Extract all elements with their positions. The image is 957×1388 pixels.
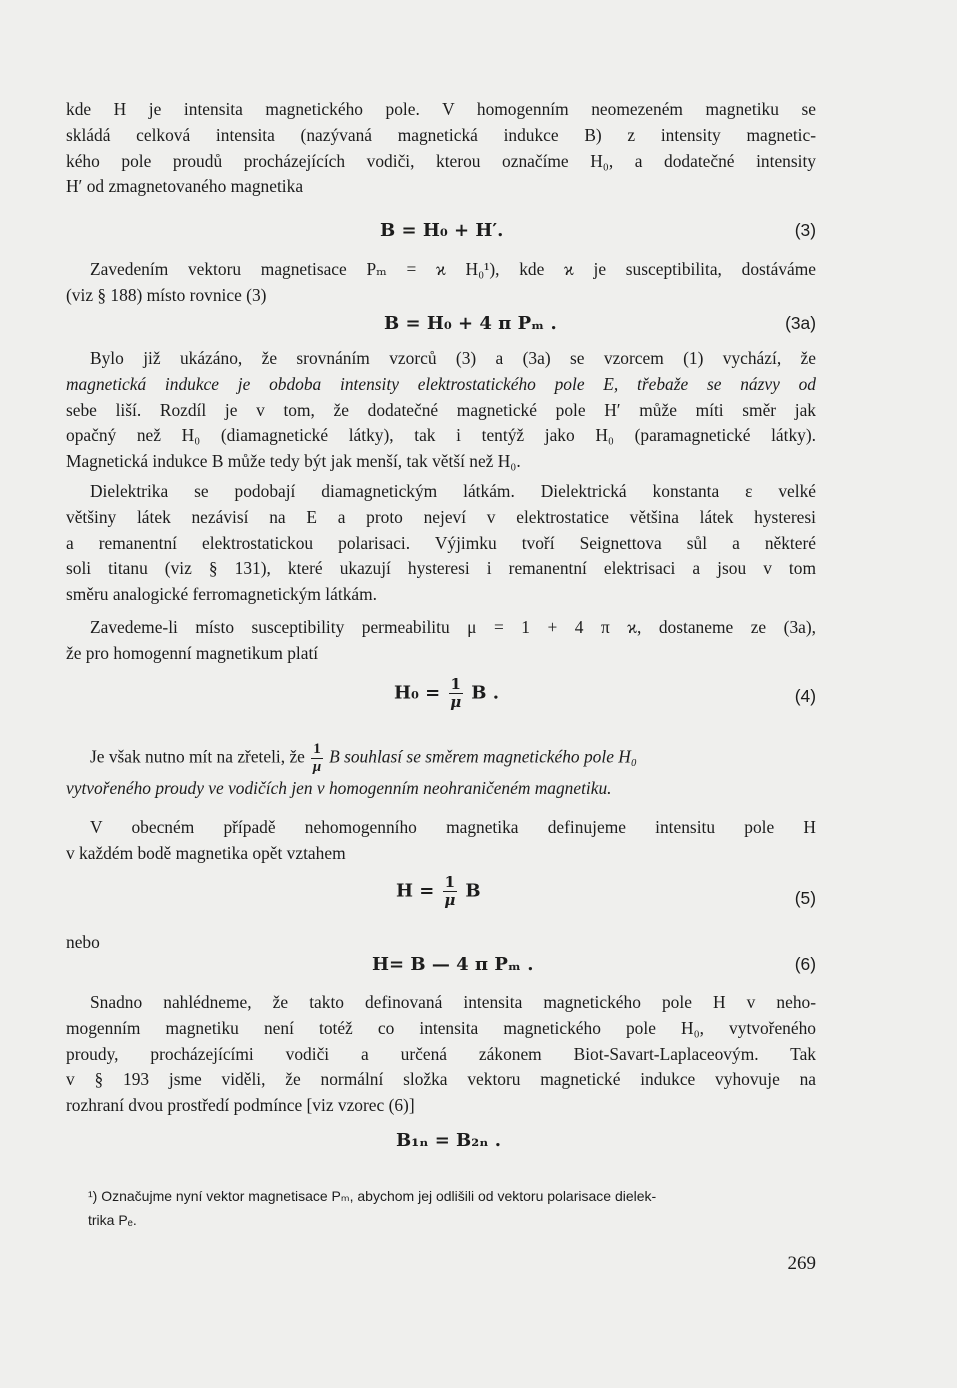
text-line [66, 741, 816, 776]
equation-formula: B = H₀ + H′. [380, 220, 504, 241]
equation-4 [0, 676, 957, 724]
equation-rhs: B . [471, 682, 499, 704]
text-line: sebe liší. Rozdíl je v tom, že dodatečné magnetické pole H′ může míti směr jak [66, 399, 816, 420]
text-line: rozhraní dvou prostředí podmínce [viz vzorec (6)] [66, 1095, 415, 1116]
equation-formula: H= B — 4 π Pₘ . [372, 954, 534, 975]
fraction-denominator: μ [312, 759, 322, 775]
equation-number: (3a) [785, 313, 816, 333]
text-line: V obecném případě nehomogenního magnetika definujeme intensitu pole H [90, 817, 816, 837]
text-line: že pro homogenní magnetikum platí [66, 642, 319, 663]
text-line: magnetická indukce je obdoba intensity elektrostatického pole E, třebaže se názvy od [66, 373, 816, 394]
text-line: Dielektrika se podobají diamagnetickým látkám. Dielektrická konstanta ε velké [90, 481, 816, 501]
paragraph-8 [66, 990, 816, 1119]
text-line: kého pole proudů procházejících vodiči, kterou označíme H₀, a dodatečné intensity [66, 150, 816, 171]
text-line: vytvořeného proudy ve vodičích jen v homogenním neohraničeném magnetiku. [66, 778, 612, 798]
text-line: v každém bodě magnetika opět vztahem [66, 842, 346, 863]
text-run: Je však nutno mít na zřeteli, že [90, 746, 305, 767]
text-line: soli titanu (viz § 131), které ukazují hysteresi i remanentní elektrisaci a jsou v tom [66, 558, 816, 579]
fraction-numerator: 1 [444, 873, 456, 891]
equation-lhs: H₀ = [394, 682, 441, 704]
paragraph-6 [66, 741, 816, 802]
fraction [311, 741, 323, 776]
equation-number: (4) [794, 686, 816, 706]
equation-number: (3) [794, 220, 816, 240]
fraction [449, 676, 463, 711]
paragraph-2 [66, 257, 816, 309]
text-line: skládá celková intensita (nazývaná magnetická indukce B) z intensity magnetic- [66, 124, 816, 145]
equation-6 [0, 954, 957, 984]
fraction-numerator: 1 [313, 741, 321, 757]
nebo-text [66, 930, 816, 956]
fraction-denominator: μ [444, 891, 456, 909]
paragraph-4 [66, 479, 816, 608]
equation-3 [0, 220, 957, 250]
page-number: 269 [787, 1253, 816, 1274]
equation-3a [0, 313, 957, 343]
equation-5 [0, 874, 957, 922]
equation-lhs: H = [396, 880, 435, 902]
text-line: většiny látek nezávisí na E a proto nejeví v elektrostatice většina látek hysteresi [66, 506, 816, 527]
equation-b-normal [0, 1130, 957, 1160]
paragraph-1 [66, 97, 816, 200]
text-line: v § 193 jsme viděli, že normální složka vektoru magnetické indukce vyhovuje na [66, 1069, 816, 1090]
paragraph-7 [66, 815, 816, 867]
text-line: kde H je intensita magnetického pole. V homogenním neomezeném magnetiku se [66, 99, 816, 119]
footnote-line: ¹) Označujme nyní vektor magnetisace Pₘ, abychom jej odlišili od vektoru polarisace dielek- [88, 1188, 657, 1204]
text-line: nebo [66, 932, 100, 952]
equation-formula [396, 874, 481, 909]
equation-number: (5) [794, 888, 816, 908]
text-line: Zavedením vektoru magnetisace Pₘ = ϰ H₀¹), kde ϰ je susceptibilita, dostáváme [90, 259, 816, 279]
fraction-numerator: 1 [450, 675, 461, 693]
text-line: Zavedeme-li místo susceptibility permeabilitu μ = 1 + 4 π ϰ, dostaneme ze (3a), [90, 617, 816, 637]
equation-formula: B = H₀ + 4 π Pₘ . [384, 313, 557, 334]
text-line: Bylo již ukázáno, že srovnáním vzorců (3) a (3a) se vzorcem (1) vychází, že [90, 348, 816, 368]
equation-formula: B₁ₙ = B₂ₙ . [396, 1130, 502, 1151]
equation-formula [394, 676, 499, 711]
footnote-line: trika Pₑ. [88, 1212, 137, 1228]
text-line: (viz § 188) místo rovnice (3) [66, 284, 267, 305]
text-line: Snadno nahlédneme, že takto definovaná intensita magnetického pole H v neho- [90, 992, 816, 1012]
fraction [443, 874, 457, 909]
text-line: mogenním magnetiku není totéž co intensita magnetického pole H₀, vytvořeného [66, 1017, 816, 1038]
text-line: proudy, procházejícími vodiči a určená zákonem Biot-Savart-Laplaceovým. Tak [66, 1043, 816, 1064]
text-line: opačný než H₀ (diamagnetické látky), tak i tentýž jako H₀ (paramagnetické látky). [66, 425, 816, 446]
text-line: H′ od zmagnetovaného magnetika [66, 176, 304, 197]
footnote [88, 1184, 818, 1232]
text-line: a remanentní elektrostatickou polarisaci. Výjimku tvoří Seignettova sůl a některé [66, 532, 816, 553]
text-run: B souhlasí se směrem magnetického pole H₀ [329, 746, 637, 767]
paragraph-5 [66, 615, 816, 667]
text-line: Magnetická indukce B může tedy být jak menší, tak větší než H₀. [66, 451, 521, 472]
equation-number: (6) [794, 954, 816, 974]
text-line: směru analogické ferromagnetickým látkám. [66, 584, 377, 605]
equation-rhs: B [465, 880, 481, 902]
paragraph-3 [66, 346, 816, 475]
fraction-denominator: μ [450, 693, 462, 711]
